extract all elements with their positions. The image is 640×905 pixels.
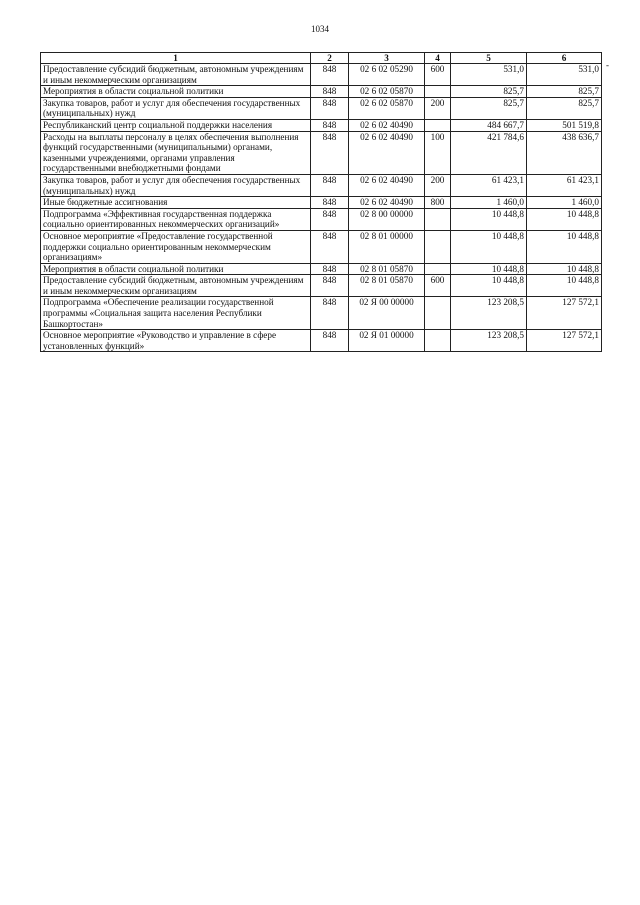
cell-year2: 10 448,8 (527, 208, 602, 230)
cell-vr: 200 (425, 97, 451, 119)
cell-year2: 825,7 (527, 97, 602, 119)
cell-name: Иные бюджетные ассигнования (41, 197, 311, 209)
header-col-6: 6 (527, 53, 602, 64)
cell-year1: 1 460,0 (451, 197, 527, 209)
cell-year2: 10 448,8 (527, 275, 602, 297)
table-row (41, 230, 602, 263)
cell-year1: 10 448,8 (451, 263, 527, 275)
cell-ved: 848 (311, 64, 349, 86)
cell-year1: 484 667,7 (451, 119, 527, 131)
cell-name: Подпрограмма «Эффективная государственная поддержка социально ориентированных некоммерческих организаций» (41, 208, 311, 230)
cell-ved: 848 (311, 131, 349, 174)
cell-ved: 848 (311, 119, 349, 131)
table-row (41, 64, 602, 86)
cell-year2: 10 448,8 (527, 230, 602, 263)
cell-csr: 02 6 02 05290 (349, 64, 425, 86)
cell-ved: 848 (311, 230, 349, 263)
cell-vr (425, 263, 451, 275)
cell-year2: 1 460,0 (527, 197, 602, 209)
cell-ved: 848 (311, 197, 349, 209)
cell-csr: 02 8 01 00000 (349, 230, 425, 263)
cell-csr: 02 Я 01 00000 (349, 330, 425, 352)
cell-csr: 02 6 02 05870 (349, 86, 425, 98)
cell-csr: 02 6 02 05870 (349, 97, 425, 119)
cell-ved: 848 (311, 97, 349, 119)
cell-year2: 501 519,8 (527, 119, 602, 131)
table-row (41, 297, 602, 330)
cell-ved: 848 (311, 174, 349, 196)
cell-csr: 02 8 01 05870 (349, 275, 425, 297)
cell-vr (425, 208, 451, 230)
table-row (41, 208, 602, 230)
cell-vr: 200 (425, 174, 451, 196)
cell-year2: 127 572,1 (527, 330, 602, 352)
cell-vr (425, 86, 451, 98)
cell-vr (425, 119, 451, 131)
cell-ved: 848 (311, 86, 349, 98)
table-row (41, 86, 602, 98)
table-row (41, 97, 602, 119)
cell-ved: 848 (311, 263, 349, 275)
cell-year1: 10 448,8 (451, 230, 527, 263)
cell-vr: 600 (425, 275, 451, 297)
page-number: 1034 (311, 24, 329, 34)
header-row (41, 53, 602, 64)
cell-name: Мероприятия в области социальной политики (41, 86, 311, 98)
cell-vr (425, 330, 451, 352)
cell-year1: 10 448,8 (451, 275, 527, 297)
table-row (41, 263, 602, 275)
header-col-4: 4 (425, 53, 451, 64)
cell-year1: 123 208,5 (451, 297, 527, 330)
cell-ved: 848 (311, 297, 349, 330)
budget-table (40, 52, 602, 352)
header-col-1: 1 (41, 53, 311, 64)
cell-year2: 825,7 (527, 86, 602, 98)
cell-ved: 848 (311, 330, 349, 352)
cell-year1: 825,7 (451, 97, 527, 119)
cell-year2: 10 448,8 (527, 263, 602, 275)
header-col-2: 2 (311, 53, 349, 64)
cell-csr: 02 8 01 05870 (349, 263, 425, 275)
cell-year2: 127 572,1 (527, 297, 602, 330)
cell-year1: 825,7 (451, 86, 527, 98)
cell-name: Закупка товаров, работ и услуг для обеспечения государственных (муниципальных) нужд (41, 97, 311, 119)
cell-name: Предоставление субсидий бюджетным, автономным учреждениям и иным некоммерческим организациям (41, 275, 311, 297)
table-row (41, 330, 602, 352)
cell-name: Расходы на выплаты персоналу в целях обеспечения выполнения функций государственными (муниципальными) органами, казенными учреждениями, органами управления государственными внебюджетными фондами (41, 131, 311, 174)
table-row (41, 131, 602, 174)
cell-csr: 02 Я 00 00000 (349, 297, 425, 330)
cell-name: Закупка товаров, работ и услуг для обеспечения государственных (муниципальных) нужд (41, 174, 311, 196)
cell-year1: 531,0 (451, 64, 527, 86)
cell-year1: 421 784,6 (451, 131, 527, 174)
cell-csr: 02 6 02 40490 (349, 174, 425, 196)
cell-vr (425, 297, 451, 330)
stray-mark: - (606, 60, 609, 70)
cell-csr: 02 8 00 00000 (349, 208, 425, 230)
cell-ved: 848 (311, 208, 349, 230)
cell-vr: 800 (425, 197, 451, 209)
cell-year2: 438 636,7 (527, 131, 602, 174)
cell-csr: 02 6 02 40490 (349, 131, 425, 174)
cell-vr (425, 230, 451, 263)
cell-name: Основное мероприятие «Предоставление государственной поддержки социально ориентированным некоммерческим организациям» (41, 230, 311, 263)
table-row (41, 119, 602, 131)
table-row (41, 197, 602, 209)
cell-vr: 600 (425, 64, 451, 86)
cell-year2: 61 423,1 (527, 174, 602, 196)
cell-csr: 02 6 02 40490 (349, 197, 425, 209)
table-body (41, 64, 602, 352)
cell-year1: 10 448,8 (451, 208, 527, 230)
header-col-5: 5 (451, 53, 527, 64)
table-header (41, 53, 602, 64)
cell-name: Основное мероприятие «Руководство и управление в сфере установленных функций» (41, 330, 311, 352)
cell-year2: 531,0 (527, 64, 602, 86)
cell-csr: 02 6 02 40490 (349, 119, 425, 131)
table-row (41, 275, 602, 297)
cell-year1: 61 423,1 (451, 174, 527, 196)
cell-vr: 100 (425, 131, 451, 174)
cell-name: Мероприятия в области социальной политики (41, 263, 311, 275)
cell-name: Подпрограмма «Обеспечение реализации государственной программы «Социальная защита населения Республики Башкортостан» (41, 297, 311, 330)
cell-name: Предоставление субсидий бюджетным, автономным учреждениям и иным некоммерческим организациям (41, 64, 311, 86)
table-row (41, 174, 602, 196)
cell-year1: 123 208,5 (451, 330, 527, 352)
cell-ved: 848 (311, 275, 349, 297)
cell-name: Республиканский центр социальной поддержки населения (41, 119, 311, 131)
header-col-3: 3 (349, 53, 425, 64)
